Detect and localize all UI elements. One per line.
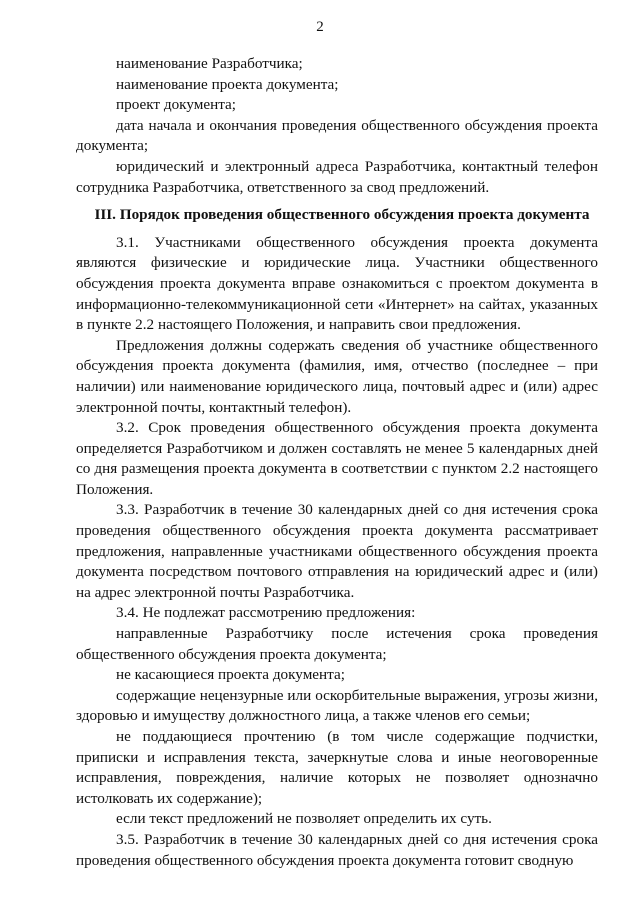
list-item-irrelevant: не касающиеся проекта документа; — [116, 666, 345, 684]
document-body — [76, 54, 598, 871]
paragraph-3-4: 3.4. Не подлежат рассмотрению предложения: — [116, 604, 416, 622]
section-heading: III. Порядок проведения общественного обсуждения проекта документа — [94, 206, 590, 224]
list-item-late-proposals: направленные Разработчику после истечения срока проведения общественного обсуждения проекта документа; — [76, 625, 598, 663]
paragraph-3-3: 3.3. Разработчик в течение 30 календарных дней со дня истечения срока проведения общественного обсуждения проекта документа рассматривает предложения, направленные участниками общественного обсуждения проекта документа посредством почтового отправления на юридический адрес и (или) на адрес электронной почты Разработчика. — [76, 501, 598, 601]
page-number: 2 — [316, 19, 324, 35]
paragraph-developer-name: наименование Разработчика; — [116, 55, 303, 72]
paragraph-project-name: наименование проекта документа; — [116, 75, 339, 93]
paragraph-3-1: 3.1. Участниками общественного обсуждения проекта документа являются физические и юридические лица. Участники общественного обсуждения проекта документа вправе ознакомиться с проектом документа в информационно-телекоммуникационной сети «Интернет» на сайтах, указанных в пункте 2.2 настоящего Положения, и направить свои предложения. — [76, 233, 598, 334]
list-item-illegible: не поддающиеся прочтению (в том числе содержащие подчистки, приписки и исправления текста, зачеркнутые слова и иные неоговоренные исправления, повреждения, наличие которых не позволяет однозначно истолковать их содержание); — [76, 728, 598, 807]
paragraph-proposal-contents: Предложения должны содержать сведения об участнике общественного обсуждения проекта документа (фамилия, имя, отчество (последнее – при наличии) или наименование юридического лица, почтовый адрес и (или) адрес электронной почты, контактный телефон). — [76, 336, 598, 416]
paragraph-3-5: 3.5. Разработчик в течение 30 календарных дней со дня истечения срока проведения общественного обсуждения проекта документа готовит сводную — [76, 830, 598, 869]
paragraph-discussion-dates: дата начала и окончания проведения общественного обсуждения проекта документа; — [76, 116, 598, 155]
list-item-offensive: содержащие нецензурные или оскорбительные выражения, угрозы жизни, здоровью и имуществу должностного лица, а также членов его семьи; — [76, 686, 598, 725]
list-item-unclear: если текст предложений не позволяет определить их суть. — [116, 810, 492, 828]
paragraph-developer-contacts: юридический и электронный адреса Разработчика, контактный телефон сотрудника Разработчика, ответственного за свод предложений. — [76, 157, 598, 196]
paragraph-project-document: проект документа; — [116, 96, 236, 114]
paragraph-3-2: 3.2. Срок проведения общественного обсуждения проекта документа определяется Разработчиком и должен составлять не менее 5 календарных дней со дня размещения проекта документа в соответствии с пунктом 2.2 настоящего Положения. — [76, 419, 598, 498]
